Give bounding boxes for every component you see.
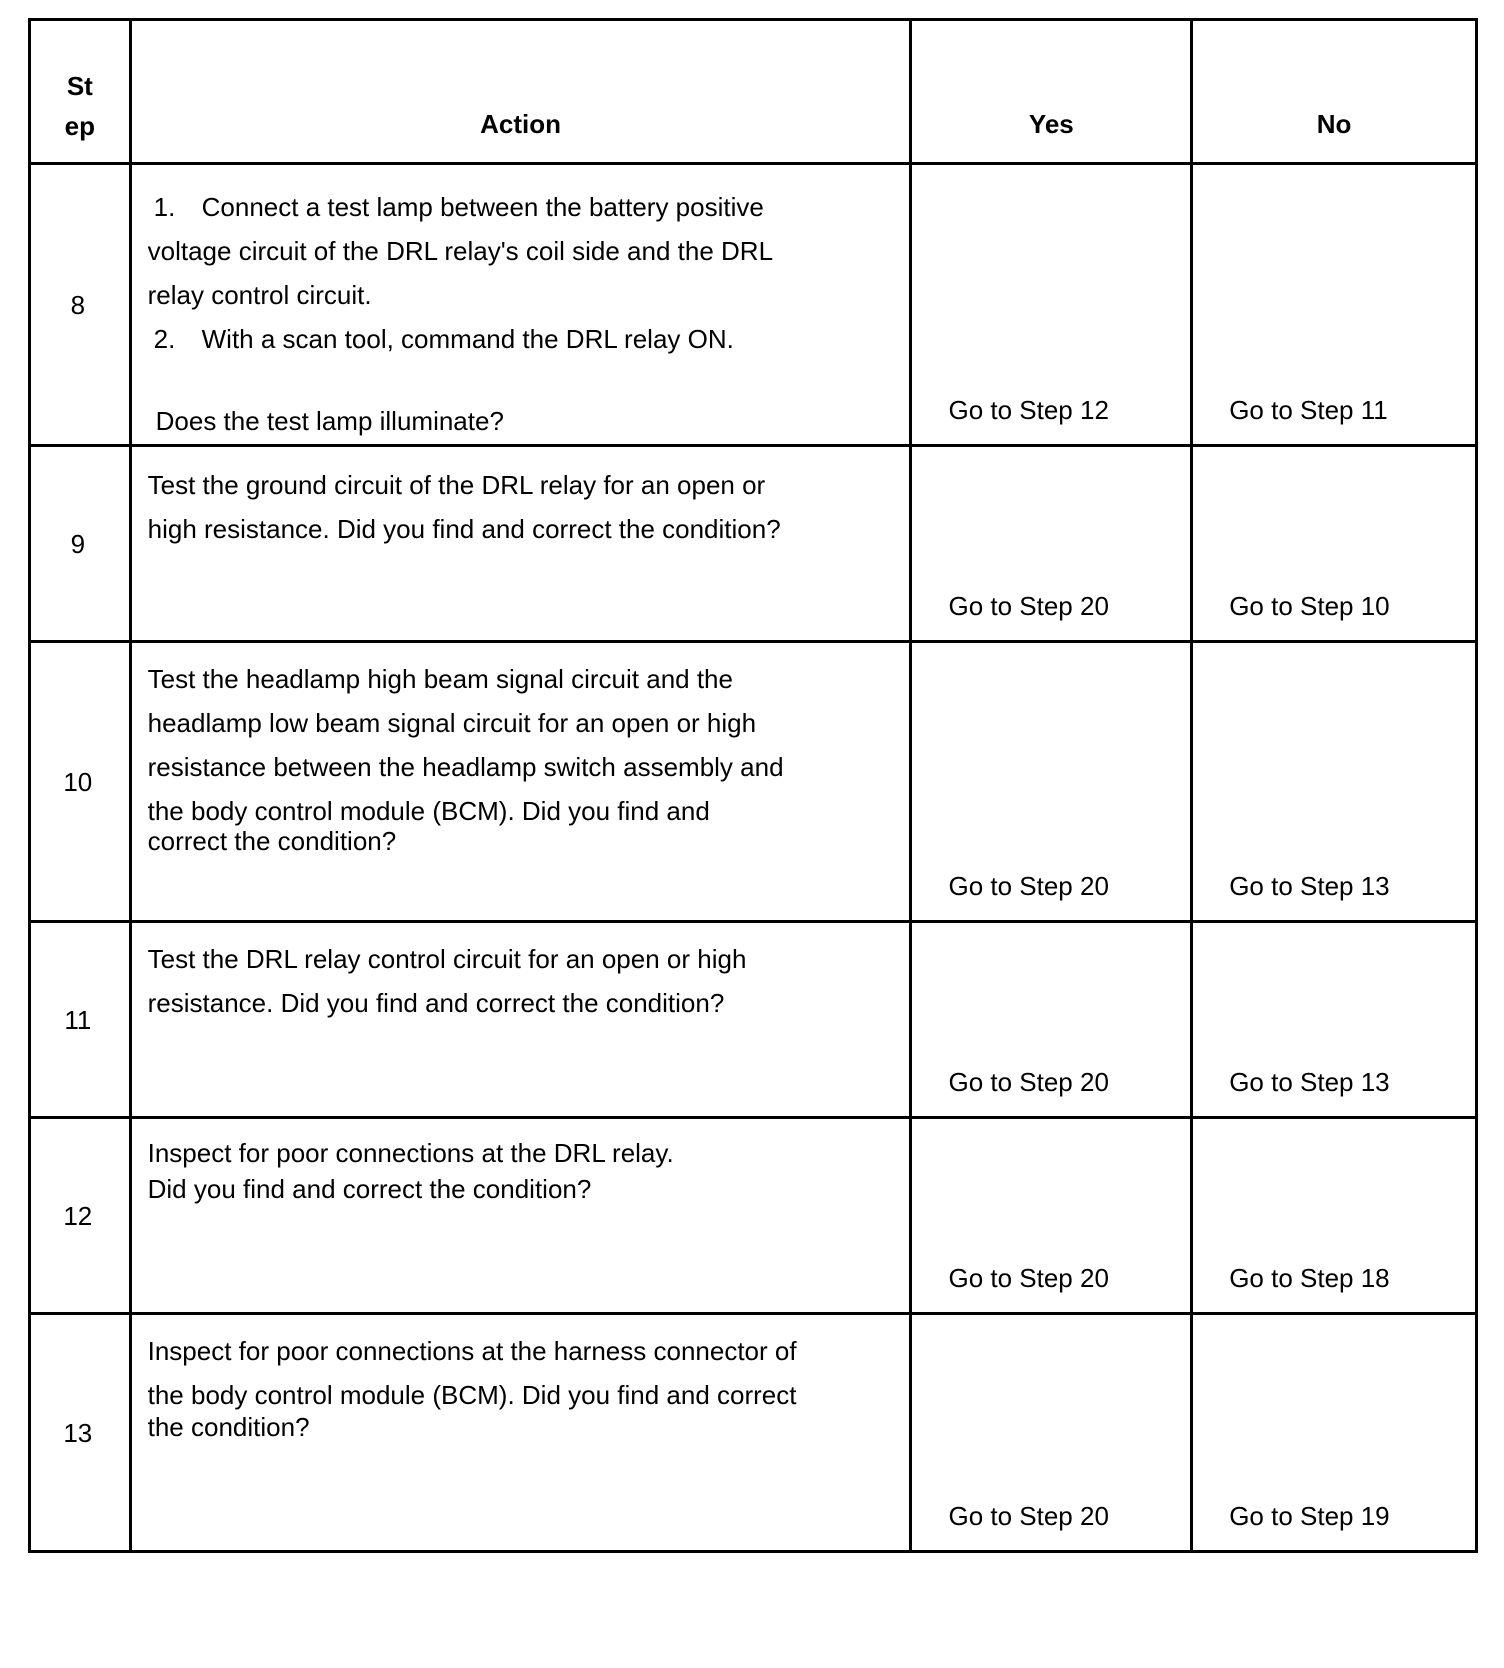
action-text: high resistance. Did you find and correct the condition? [147, 514, 781, 544]
action-text: correct the condition? [147, 826, 397, 856]
item-number: 2. [153, 324, 176, 354]
action-text: Did you find and correct the condition? [147, 1174, 592, 1204]
yes-result: Go to Step 20 [911, 642, 1192, 922]
action-list-item [148, 317, 898, 361]
item-text: With a scan tool, command the DRL relay ON. [201, 324, 734, 354]
yes-result: Go to Step 12 [911, 164, 1192, 446]
yes-result: Go to Step 20 [911, 446, 1192, 642]
step-header-line: ep [64, 111, 95, 141]
step-number: 13 [30, 1314, 131, 1552]
step-column-header [30, 20, 131, 164]
item-text: Connect a test lamp between the battery positive [201, 192, 764, 222]
yes-result: Go to Step 20 [911, 1314, 1192, 1552]
step-header-line: St [66, 71, 93, 101]
step-number: 10 [30, 642, 131, 922]
diagnostic-table [28, 18, 1478, 1553]
no-result: Go to Step 18 [1192, 1118, 1477, 1314]
action-cell [130, 922, 911, 1118]
no-column-header: No [1192, 20, 1477, 164]
item-number: 1. [153, 192, 176, 222]
item-text: relay control circuit. [147, 280, 372, 310]
no-result: Go to Step 11 [1192, 164, 1477, 446]
action-cell [130, 446, 911, 642]
no-result: Go to Step 13 [1192, 642, 1477, 922]
no-result: Go to Step 10 [1192, 446, 1477, 642]
header-row [30, 20, 1477, 164]
action-text: headlamp low beam signal circuit for an open or high [147, 708, 757, 738]
step-number: 11 [30, 922, 131, 1118]
item-text: voltage circuit of the DRL relay's coil side and the DRL [147, 236, 774, 266]
action-text: Inspect for poor connections at the DRL relay. [147, 1138, 674, 1168]
no-result: Go to Step 13 [1192, 922, 1477, 1118]
table-row-step-11 [30, 922, 1477, 1118]
table-row-step-13 [30, 1314, 1477, 1552]
action-cell [130, 1118, 911, 1314]
no-result: Go to Step 19 [1192, 1314, 1477, 1552]
step-number: 12 [30, 1118, 131, 1314]
action-text: Test the ground circuit of the DRL relay for an open or [147, 470, 766, 500]
action-text: resistance. Did you find and correct the condition? [147, 988, 725, 1018]
action-text: Inspect for poor connections at the harness connector of [147, 1336, 797, 1366]
action-cell [130, 1314, 911, 1552]
table-row-step-10 [30, 642, 1477, 922]
yes-result: Go to Step 20 [911, 1118, 1192, 1314]
table-row-step-8 [30, 164, 1477, 446]
action-cell [130, 642, 911, 922]
action-text: the body control module (BCM). Did you find and [147, 796, 710, 826]
action-question: Does the test lamp illuminate? [155, 406, 504, 436]
action-cell [130, 164, 911, 446]
action-list-item [148, 185, 898, 229]
table-row-step-12 [30, 1118, 1477, 1314]
spacer [148, 361, 898, 399]
action-text: the condition? [147, 1412, 310, 1442]
table-row-step-9 [30, 446, 1477, 642]
step-number: 8 [30, 164, 131, 446]
yes-result: Go to Step 20 [911, 922, 1192, 1118]
yes-column-header: Yes [911, 20, 1192, 164]
action-text: Test the headlamp high beam signal circuit and the [147, 664, 733, 694]
step-number: 9 [30, 446, 131, 642]
action-text: Test the DRL relay control circuit for an open or high [147, 944, 747, 974]
action-text: resistance between the headlamp switch assembly and [147, 752, 784, 782]
action-column-header: Action [130, 20, 911, 164]
action-text: the body control module (BCM). Did you find and correct [147, 1380, 797, 1410]
